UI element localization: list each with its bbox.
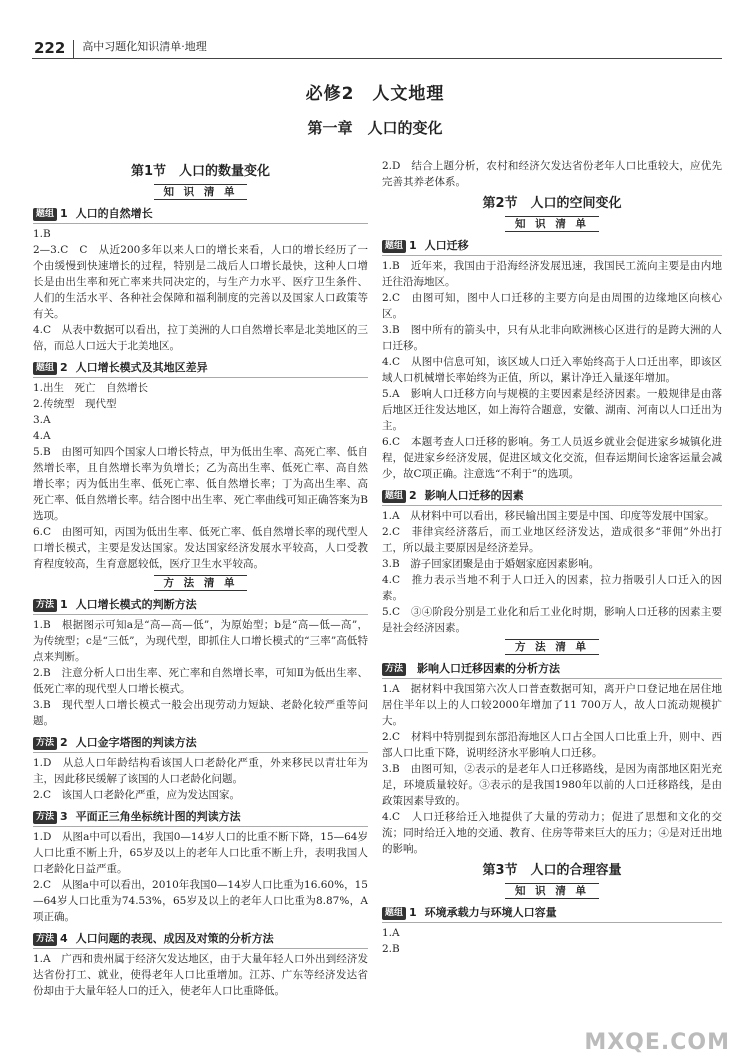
band-label: 方 法 清 单 — [154, 575, 248, 591]
group-items — [382, 508, 722, 636]
group-number: 1 — [409, 906, 417, 919]
method-items — [382, 681, 722, 857]
group-tag: 题组 — [33, 362, 57, 375]
group-tag: 题组 — [382, 240, 406, 253]
answer-item: 2.C 菲律宾经济落后，而工业地区经济发达，造成很多“菲佣”外出打工，所以最主要原因是经济差异。 — [382, 526, 722, 554]
answer-item: 3.B 游子回家团聚是由于婚姻家庭因素影响。 — [382, 558, 600, 570]
answer-item: 1.D 从总人口年龄结构看该国人口老龄化严重，外来移民以青壮年为主，因此移民缓解了该国的人口老龄化问题。 — [33, 757, 368, 785]
answer-item: 4.C 从表中数据可以看出，拉丁美洲的人口自然增长率是北美地区的三倍，而总人口远大于北美地区。 — [33, 324, 368, 352]
answer-item: 1.D 从图a中可以看出，我国0—14岁人口的比重不断下降，15—64岁人口比重不断上升，65岁及以上的老年人口比重不断上升，表明我国人口老龄化日益严重。 — [33, 831, 368, 875]
group-items — [382, 258, 722, 482]
answer-item: 1.A — [382, 927, 400, 939]
method-title: 人口增长模式的判断方法 — [75, 598, 197, 611]
group-header — [33, 360, 368, 378]
answer-item: 2.B — [382, 943, 400, 955]
section-title-1: 第1节 人口的数量变化 — [130, 164, 271, 179]
answer-item: 4.C 推力表示当地不利于人口迁入的因素，拉力指吸引人口迁入的因素。 — [382, 574, 722, 602]
continued-items — [382, 158, 722, 190]
section-title-3: 第3节 人口的合理容量 — [482, 863, 622, 878]
answer-item: 1.B — [33, 228, 51, 240]
method-header — [33, 931, 368, 949]
band-label: 方 法 清 单 — [505, 639, 599, 655]
knowledge-band — [382, 883, 722, 899]
answer-item: 6.C 本题考查人口迁移的影响。务工人员返乡就业会促进家乡城镇化进程，促进家乡经济发展，促进区域文化交流，但春运期间长途客运量会减少，故C项正确。注意选“不利于”的选项。 — [382, 436, 722, 480]
answer-item: 3.B 图中所有的箭头中，只有从北非向欧洲核心区进行的是跨大洲的人口迁移。 — [382, 324, 722, 352]
right-column — [382, 158, 722, 957]
band-label: 知 识 清 单 — [505, 216, 599, 232]
method-number: 3 — [60, 810, 68, 823]
chapter-title: 第一章 人口的变化 — [307, 119, 443, 137]
left-column — [33, 158, 368, 999]
group-number: 1 — [409, 239, 417, 252]
answer-item: 2.C 由图可知，图中人口迁移的主要方向是由周围的边缘地区向核心区。 — [382, 292, 722, 320]
method-items — [33, 617, 368, 729]
group-header — [382, 488, 722, 506]
group-header — [382, 238, 722, 256]
knowledge-band — [33, 184, 368, 200]
answer-item: 1.出生 死亡 自然增长 — [33, 382, 149, 394]
method-number: 4 — [60, 932, 68, 945]
answer-item: 1.B 根据图示可知a是“高—高—低”，为原始型；b是“高—低—高”，为传统型；c是“三低”，为现代型，即抓住人口增长模式的“三率”高低特点来判断。 — [33, 619, 368, 663]
group-number: 2 — [409, 489, 417, 502]
page-number: 222 — [32, 40, 74, 58]
watermark-logo: MXQE.COM — [584, 1030, 730, 1055]
group-number: 1 — [60, 207, 68, 220]
group-number: 2 — [60, 361, 68, 374]
group-items — [382, 925, 722, 957]
method-band — [33, 575, 368, 591]
method-title: 人口金字塔图的判读方法 — [75, 736, 197, 749]
answer-item: 2.C 材料中特别提到东部沿海地区人口占全国人口比重上升，则中、西部人口比重下降，说明经济水平影响人口迁移。 — [382, 731, 722, 759]
running-header — [32, 38, 722, 59]
answer-item: 2.C 该国人口老龄化严重，应为发达国家。 — [33, 789, 241, 801]
section-title-2: 第2节 人口的空间变化 — [482, 196, 622, 211]
group-title: 环境承载力与环境人口容量 — [424, 906, 557, 919]
method-header — [33, 735, 368, 753]
answer-item: 4.C 人口迁移给迁入地提供了大量的劳动力；促进了思想和文化的交流；同时给迁入地的交通、教育、住房等带来巨大的压力；④是对迁出地的影响。 — [382, 811, 722, 855]
method-band — [382, 639, 722, 655]
answer-item: 5.A 影响人口迁移方向与规模的主要因素是经济因素。一般规律是由落后地区迁往发达地区，如上海符合题意，安徽、湖南、河南以人口迁出为主。 — [382, 388, 722, 432]
answer-item: 5.C ③④阶段分别是工业化和后工业化时期，影响人口迁移的因素主要是社会经济因素。 — [382, 606, 722, 634]
group-items — [33, 226, 368, 354]
band-label: 知 识 清 单 — [154, 184, 248, 200]
answer-item: 1.A 广西和贵州属于经济欠发达地区，由于大量年轻人口外出到经济发达省份打工、就业，使得老年人口比重增加。江苏、广东等经济发达省份却由于大量年轻人口的迁入，使老年人口比重降低。 — [33, 953, 368, 997]
answer-item: 6.C 由图可知，丙国为低出生率、低死亡率、低自然增长率的现代型人口增长模式，主要是发达国家。发达国家经济发展水平较高，人口受教育程度较高，生育意愿较低，医疗卫生水平较高。 — [33, 526, 368, 570]
answer-item: 1.B 近年来，我国由于沿海经济发展迅速，我国民工流向主要是由内地迁往沿海地区。 — [382, 260, 722, 288]
group-title: 人口的自然增长 — [75, 207, 153, 220]
method-header — [33, 809, 368, 827]
answer-item: 2.B 注意分析人口出生率、死亡率和自然增长率，可知Ⅱ为低出生率、低死亡率的现代型人口增长模式。 — [33, 667, 368, 695]
method-tag: 方法 — [33, 811, 57, 824]
knowledge-band — [382, 216, 722, 232]
group-tag: 题组 — [382, 907, 406, 920]
group-title: 影响人口迁移的因素 — [424, 489, 524, 502]
answer-item: 2.C 从图a中可以看出，2010年我国0—14岁人口比重为16.60%，15—64岁人口比重为74.53%，65岁及以上的老年人口比重为8.87%，A项正确。 — [33, 879, 368, 923]
method-number: 1 — [60, 598, 68, 611]
group-header — [33, 206, 368, 224]
group-items — [33, 380, 368, 572]
method-tag: 方法 — [33, 737, 57, 750]
method-items — [33, 829, 368, 925]
answer-item: 4.A — [33, 430, 51, 442]
band-label: 知 识 清 单 — [505, 883, 599, 899]
answer-item: 3.A — [33, 414, 51, 426]
answer-item: 5.B 由图可知四个国家人口增长特点，甲为低出生率、高死亡率、低自然增长率，且自然增长率为负增长；乙为高出生率、低死亡率、高自然增长率；丙为低出生率、低死亡率、低自然增长率；丁为高出生率、高死亡率、低自然增长率。结合图中出生率、死亡率曲线可知正确答案为B选项。 — [33, 446, 368, 522]
method-header — [382, 661, 722, 679]
method-header — [33, 597, 368, 615]
answer-item: 2—3.C C 从近200多年以来人口的增长来看，人口的增长经历了一个由缓慢到快速增长的过程，特别是二战后人口增长最快，这种人口增长是由出生率和死亡率来共同决定的，与生产力水平、医疗卫生条件、人们的生活水平、各种社会保障和福利制度的完善以及国家人口政策等有关。 — [33, 244, 368, 320]
answer-item: 1.A 从材料中可以看出，移民输出国主要是中国、印度等发展中国家。 — [382, 510, 715, 522]
answer-item: 3.B 现代型人口增长模式一般会出现劳动力短缺、老龄化较严重等问题。 — [33, 699, 368, 727]
answer-item: 2.传统型 现代型 — [33, 398, 117, 410]
answer-item: 3.B 由图可知，②表示的是老年人口迁移路线，是因为南部地区阳光充足，环境质量较好。③表示的是我国1980年以前的人口迁移路线，是由政策因素导致的。 — [382, 763, 722, 807]
method-tag: 方法 — [33, 599, 57, 612]
group-title: 人口迁移 — [424, 239, 469, 252]
group-header — [382, 905, 722, 923]
book-title: 高中习题化知识清单·地理 — [82, 40, 207, 53]
method-title: 影响人口迁移因素的分析方法 — [417, 662, 561, 675]
group-tag: 题组 — [33, 208, 57, 221]
method-number: 2 — [60, 736, 68, 749]
method-tag: 方法 — [33, 933, 57, 946]
method-title: 平面正三角坐标统计图的判读方法 — [75, 810, 241, 823]
answer-item: 4.C 从图中信息可知，该区域人口迁入率始终高于人口迁出率，即该区域人口机械增长率始终为正值，所以，累计净迁入量逐年增加。 — [382, 356, 722, 384]
method-items — [33, 951, 368, 999]
answer-item: 2.D 结合上题分析，农村和经济欠发达省份老年人口比重较大，应优先完善其养老体系。 — [382, 160, 722, 188]
answer-item: 1.A 据材料中我国第六次人口普查数据可知，离开户口登记地在居住地居住半年以上的人口较2000年增加了11 700万人，故人口流动规模扩大。 — [382, 683, 722, 727]
group-title: 人口增长模式及其地区差异 — [75, 361, 208, 374]
method-items — [33, 755, 368, 803]
group-tag: 题组 — [382, 490, 406, 503]
part-title: 必修2 人文地理 — [305, 84, 445, 104]
method-tag: 方法 — [382, 663, 406, 676]
method-title: 人口问题的表现、成因及对策的分析方法 — [75, 932, 274, 945]
